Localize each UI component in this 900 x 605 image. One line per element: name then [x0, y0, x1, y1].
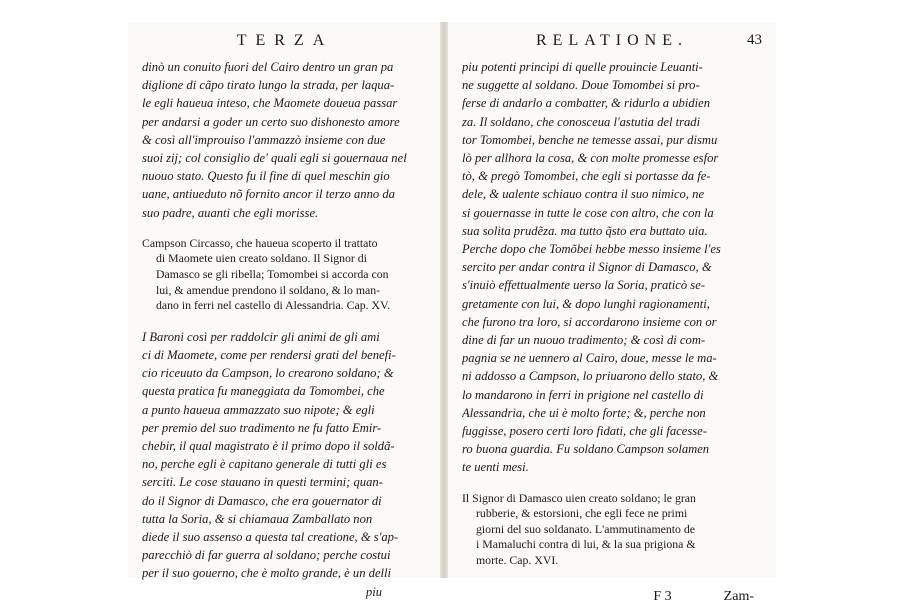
summary-line: i Mamaluchi contra di lui, & la sua prigiona & [476, 537, 696, 552]
text-line: ni addosso a Campson, lo priuarono dello stato, & [462, 369, 719, 384]
text-line: suo padre, auanti che egli morisse. [142, 205, 319, 220]
text-line: tò, & pregò Tomombei, che egli si portasse da fe- [462, 169, 711, 184]
text-line: za. Il soldano, che conosceua l'astutia del tradi [462, 114, 701, 129]
running-head-left: TERZA [236, 32, 334, 49]
text-line: & così all'improuiso l'ammazzò insieme con due [142, 132, 386, 147]
right-text-block [462, 58, 762, 477]
text-line: sua solita prudẽza. ma tutto q̃sto era buttato uia. [462, 223, 708, 238]
left-text-block-2 [142, 328, 428, 583]
text-line: ferse di andarlo a combatter, & ridurlo a ubidien [462, 96, 711, 111]
text-line: lo mandarono in ferri in prigione nel castello di [462, 387, 704, 402]
text-line: dele, & ualente schiauo contra il suo nimico, ne [462, 187, 705, 202]
text-line: parecchiò di far guerra al soldano; perche costui [142, 548, 391, 563]
text-line: serciti. Le cose stauano in questi termini; quan- [142, 475, 383, 490]
text-line: a punto haueua ammazzato suo nipote; & egli [142, 402, 375, 417]
book-gutter [440, 22, 448, 578]
running-head-right-text: RELATIONE. [536, 32, 688, 49]
right-page [448, 22, 776, 604]
text-line: lò per allhora la cosa, & con molte promesse esfor [462, 151, 719, 166]
summary-line: Campson Circasso, che haueua scoperto il trattato [142, 235, 378, 250]
text-line: te uenti mesi. [462, 460, 529, 475]
summary-line: di Maomete uien creato soldano. Il Signor di [156, 251, 367, 266]
page-footer [462, 589, 762, 605]
left-text-block [142, 58, 428, 222]
right-catchword: Zam- [723, 588, 754, 604]
left-catchword: piu [365, 584, 382, 599]
text-line: dine di far un nuouo tradimento; & così di com- [462, 333, 706, 348]
page-number: 43 [747, 32, 762, 48]
text-line: uane, antiueduto nõ fornito ancor il terzo anno da [142, 187, 395, 202]
summary-line: Il Signor di Damasco uien creato soldano; le gran [462, 490, 696, 505]
text-line: piu potenti principi di quelle prouincie Leuanti- [462, 60, 703, 74]
text-line: si gouernasse in tutte le cose con altro, che con la [462, 205, 714, 220]
book-spread [128, 22, 776, 604]
text-line: tor Tomombei, benche ne temesse assai, pur dismu [462, 132, 718, 147]
summary-line: Damasco se gli ribella; Tomombei si accorda con [156, 267, 389, 282]
text-line: do il Signor di Damasco, che era gouernator di [142, 493, 382, 508]
text-line: le egli haueua inteso, che Maomete doueua passar [142, 96, 398, 111]
text-line: diede il suo assenso a questa tal creatione, & s'ap- [142, 530, 399, 545]
text-line: I Baroni così per raddolcir gli animi de gli ami [142, 329, 380, 344]
text-line: pagnia se ne uennero al Cairo, doue, messe le ma- [462, 351, 717, 366]
text-line: no, perche egli è capitano generale di tutti gli es [142, 457, 387, 472]
text-line: tutta la Soria, & si chiamaua Zamballato non [142, 511, 373, 526]
text-line: suoi zij; col consiglio de' quali egli si gouernaua nel [142, 151, 407, 166]
text-line: gretamente con lui, & dopo lunghi ragionamenti, [462, 296, 710, 311]
text-line: ci di Maomete, come per rendersi grati del benefi- [142, 348, 396, 362]
text-line: per andarsi a goder un certo suo dishonesto amore [142, 114, 400, 129]
summary-line: morte. Cap. XVI. [476, 553, 559, 568]
summary-line: giorni del suo soldanato. L'ammutinamento de [476, 521, 696, 536]
right-chapter-summary [462, 491, 762, 569]
running-head-right [462, 32, 762, 58]
text-line: chebir, il qual magistrato è il primo dopo il soldã- [142, 439, 395, 454]
text-line: cio riceuuto da Campson, lo crearono soldano; & [142, 366, 394, 381]
left-chapter-summary [142, 236, 428, 314]
text-line: per premio del suo tradimento ne fu fatto Emir- [142, 420, 382, 435]
text-line: s'inuiò effettualmente uerso la Soria, praticò se- [462, 278, 705, 293]
text-line: Alessandria, che ui è molto forte; &, perche non [462, 405, 706, 420]
text-line: ne suggette al soldano. Doue Tomombei si pro- [462, 78, 700, 93]
text-line: sercito per andar contra il Signor di Damasco, & [462, 260, 712, 275]
text-line: questa pratica fu maneggiata da Tomombei, che [142, 384, 385, 399]
text-line: per il suo gouerno, che è molto grande, è un delli [142, 566, 392, 581]
text-line: ro buona guardia. Fu soldano Campson solamen [462, 442, 710, 457]
signature-mark: F 3 [653, 588, 672, 604]
text-line: Perche dopo che Tomõbei hebbe messo insieme l'es [462, 242, 721, 257]
left-page [128, 22, 440, 599]
text-line: fuggisse, posero certi loro fidati, che gli facesse- [462, 424, 707, 439]
text-line: nuouo stato. Questo fu il fine di quel meschin gio [142, 169, 390, 184]
summary-line: dano in ferri nel castello di Alessandria. Cap. XV. [156, 298, 391, 313]
summary-line: rubberie, & estorsioni, che egli fece ne primi [476, 506, 688, 521]
text-line: diglione di cãpo tirato lungo la strada, per laqua- [142, 78, 395, 93]
text-line: che furono tra loro, si accordarono insieme con or [462, 314, 717, 329]
text-line: dinò un conuito fuori del Cairo dentro un gran pa [142, 60, 394, 74]
summary-line: lui, & amendue prendono il soldano, & lo man- [156, 282, 381, 297]
